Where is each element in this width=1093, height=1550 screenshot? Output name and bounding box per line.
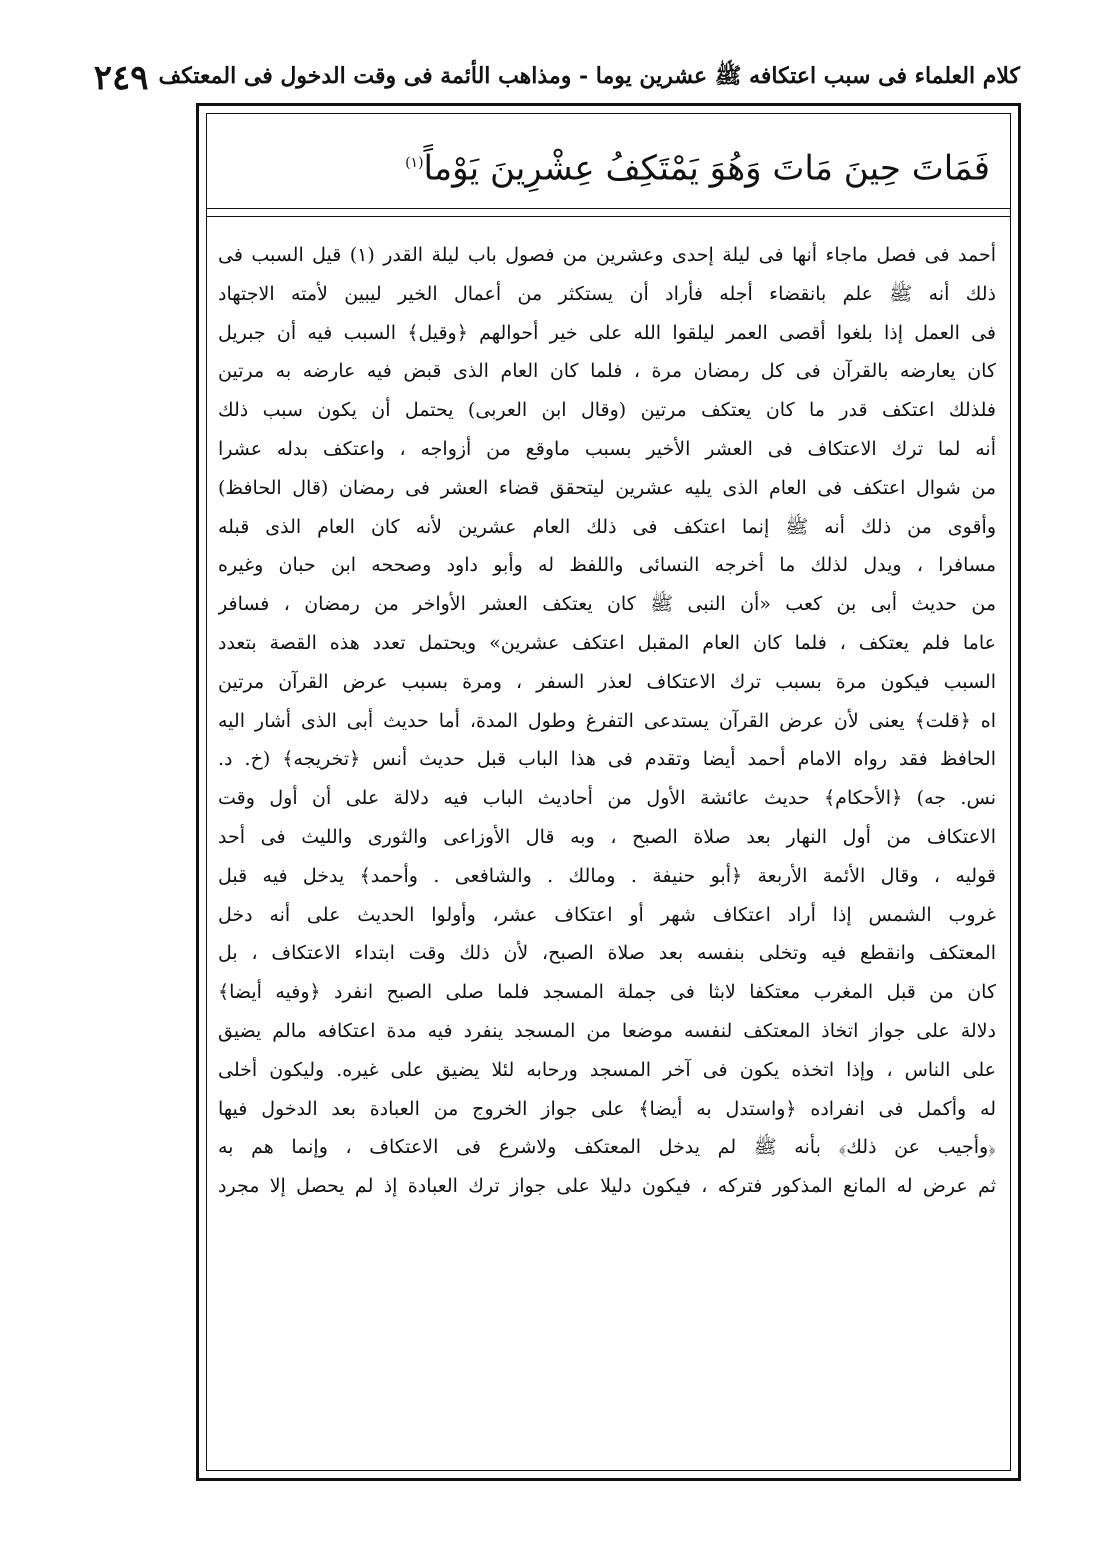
commentary-line: كان يعارضه بالقرآن فى كل رمضان مرة ، فلما كان العام الذى قبض فيه عارضه به مرتين xyxy=(218,360,996,383)
commentary-line: دلالة على جواز اتخاذ المعتكف لنفسه موضعا من المسجد ينفرد فيه مدة اعتكافه مالم يضيق xyxy=(218,1019,996,1042)
commentary-line: أحمد فى فصل ماجاء أنها فى ليلة إحدى وعشرين من فصول باب ليلة القدر (١) قيل السبب فى xyxy=(218,244,996,266)
commentary xyxy=(218,236,996,1206)
section-divider xyxy=(206,216,1011,217)
running-title: كلام العلماء فى سبب اعتكافه ﷺ عشرين يوما - ومذاهب الأئمة فى وقت الدخول فى المعتكف xyxy=(158,63,1020,89)
section-divider xyxy=(206,208,1011,209)
commentary-line: أنه لما ترك الاعتكاف فى العشر الأخير بسبب ماوقع من أزواجه ، واعتكف بدله عشرا xyxy=(218,437,996,460)
commentary-line: غروب الشمس إذا أراد اعتكاف شهر أو اعتكاف عشر، وأولوا الحديث على أنه دخل xyxy=(218,903,996,926)
commentary-line: عاما فلم يعتكف ، فلما كان العام المقبل اعتكف عشرين» ويحتمل تعدد هذه القصة بتعدد xyxy=(218,631,996,654)
commentary-line: ﴿وأجيب عن ذلك﴾ بأنه ﷺ لم يدخل المعتكف ولاشرع فى الاعتكاف ، وإنما هم به xyxy=(218,1136,996,1159)
commentary-line: ذلك أنه ﷺ علم بانقضاء أجله فأراد أن يستكثر من أعمال الخير ليبين لأمته الاجتهاد xyxy=(218,282,996,305)
commentary-line: وأقوى من ذلك أنه ﷺ إنما اعتكف فى ذلك العام عشرين لأنه كان العام الذى قبله xyxy=(218,515,996,538)
commentary-line: ثم عرض له المانع المذكور فتركه ، فيكون دليلا على جواز ترك العبادة إذ لم يحصل إلا مجرد xyxy=(218,1175,996,1198)
commentary-line: فلذلك اعتكف قدر ما كان يعتكف مرتين (وقال ابن العربى) يحتمل أن يكون سبب ذلك xyxy=(218,399,996,422)
hadith-text xyxy=(230,130,990,200)
commentary-line: نس. جه) ﴿الأحكام﴾ حديث عائشة الأول من أحاديث الباب فيه دلالة على أن أول وقت xyxy=(218,787,996,810)
commentary-line: على الناس ، وإذا اتخذه يكون فى آخر المسجد ورحابه لئلا يضيق على غيره. وليكون أخلى xyxy=(218,1058,996,1081)
page-number: ٢٤٩ xyxy=(93,58,149,98)
commentary-line: اه ﴿قلت﴾ يعنى لأن عرض القرآن يستدعى التفرغ وطول المدة، أما حديث أبى الذى أشار اليه xyxy=(218,709,996,732)
page-header xyxy=(93,58,1020,98)
commentary-line: مسافرا ، ويدل لذلك ما أخرجه النسائى واللفظ له وأبو داود وصححه ابن حبان وغيره xyxy=(218,554,996,577)
commentary-line: من حديث أبى بن كعب «أن النبى ﷺ كان يعتكف العشر الأواخر من رمضان ، فسافر xyxy=(218,593,996,616)
commentary-line: الاعتكاف من أول النهار بعد صلاة الصبح ، وبه قال الأوزاعى والثورى والليث فى أحد xyxy=(218,825,996,848)
commentary-line: من شوال اعتكف فى العام الذى يليه عشرين ليتحقق قضاء العشر فى رمضان (قال الحافظ) xyxy=(218,476,996,499)
commentary-line: كان من قبل المغرب معتكفا لابثا فى جملة المسجد فلما صلى الصبح انفرد ﴿وفيه أيضا﴾ xyxy=(218,981,996,1004)
commentary-line: قوليه ، وقال الأئمة الأربعة ﴿أبو حنيفة . ومالك . والشافعى . وأحمد﴾ يدخل فيه قبل xyxy=(218,864,996,887)
commentary-line: له وأكمل فى انفراده ﴿واستدل به أيضا﴾ على جواز الخروج من العبادة بعد الدخول فيها xyxy=(218,1097,996,1120)
commentary-line: السبب فيكون مرة بسبب ترك الاعتكاف لعذر السفر ، ومرة بسبب عرض القرآن مرتين xyxy=(218,670,996,693)
commentary-line: فى العمل إذا بلغوا أقصى العمر ليلقوا الله على خير أحوالهم ﴿وقيل﴾ السبب فيه أن جبريل xyxy=(218,321,996,344)
footnote-marker: (١) xyxy=(405,155,424,171)
commentary-line: الحافظ فقد رواه الامام أحمد أيضا وتقدم فى هذا الباب قبل حديث أنس ﴿تخريجه﴾ (خ. د. xyxy=(218,748,996,771)
hadith-text-body: فَمَاتَ حِينَ مَاتَ وَهُوَ يَمْتَكِفُ عِشْرِينَ يَوْماً xyxy=(423,148,990,189)
commentary-line: المعتكف وانقطع فيه وتخلى بنفسه بعد صلاة الصبح، لأن ذلك وقت ابتداء الاعتكاف ، بل xyxy=(218,942,996,965)
